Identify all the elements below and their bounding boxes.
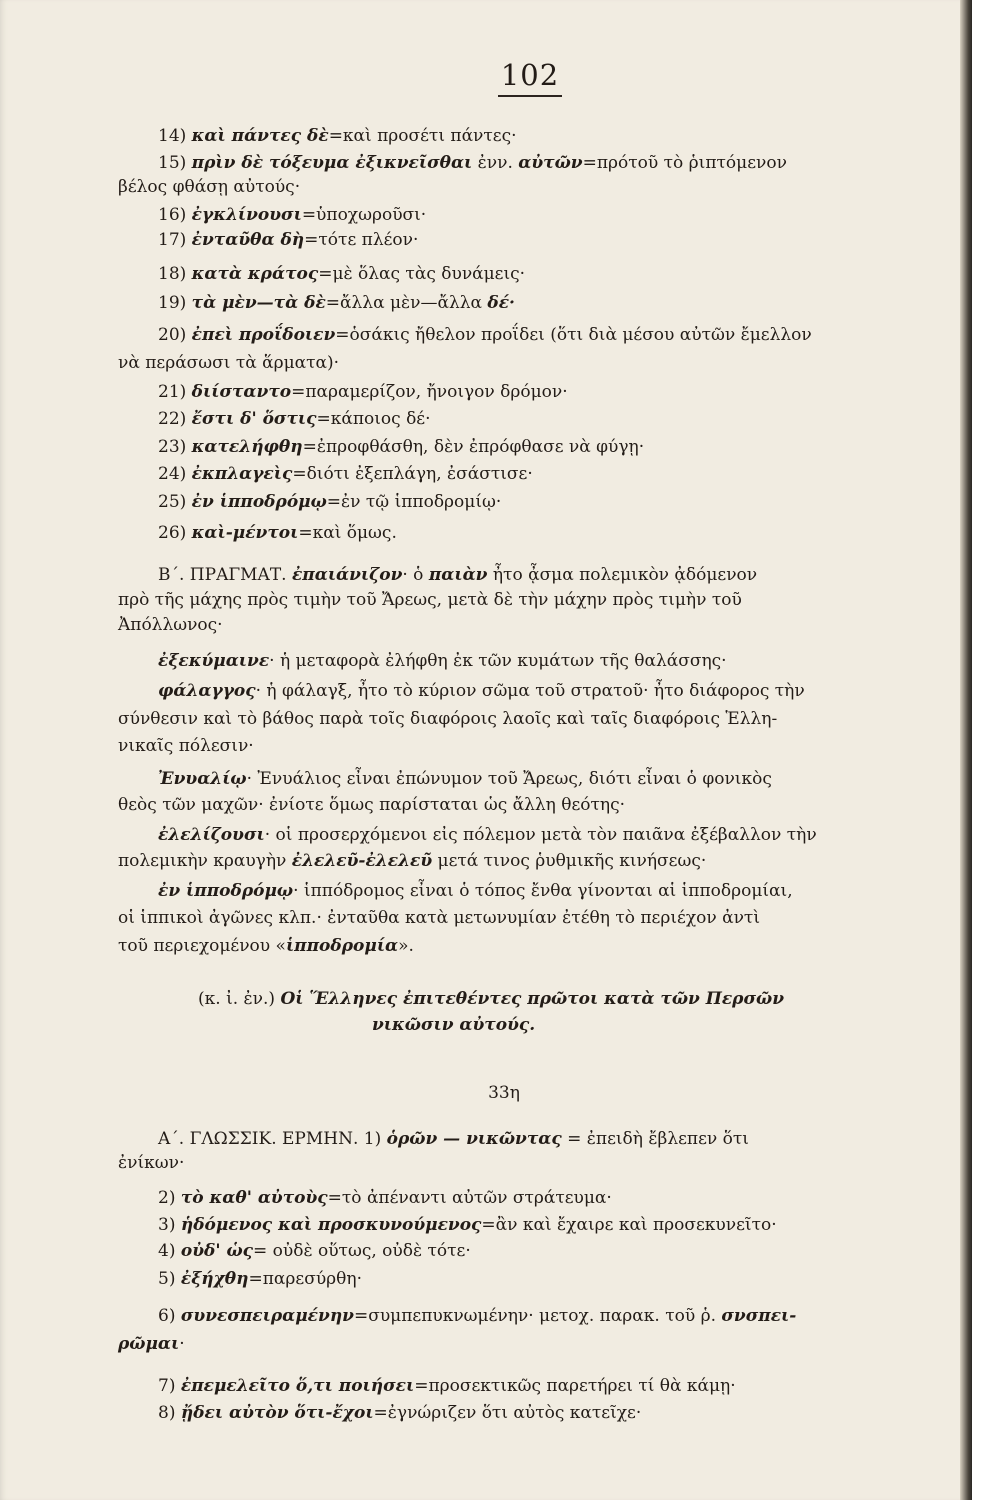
text-line bbox=[158, 381, 568, 403]
lemma-text: ἐνταῦθα δὴ bbox=[191, 230, 305, 250]
gloss-text: =ὑποχωροῦσι· bbox=[301, 205, 427, 225]
gloss-text: =κάποιος δέ· bbox=[316, 409, 431, 429]
lemma-text: ἔστι δ' ὅστις bbox=[191, 409, 317, 429]
text-line bbox=[158, 522, 397, 544]
lemma-text: Οἱ Ἕλληνες ἐπιτεθέντες πρῶτοι κατὰ τῶν Περσῶν bbox=[280, 989, 784, 1009]
gloss-text: 24) bbox=[158, 464, 192, 484]
gloss-text: =παραμερίζον, ἤνοιγον δρόμον· bbox=[291, 382, 568, 402]
lemma-text: ἡδόμενος καὶ προσκυνούμενος bbox=[180, 1215, 482, 1235]
gloss-text: 8) bbox=[158, 1403, 181, 1423]
lemma-text: δέ· bbox=[487, 293, 515, 313]
gloss-text: πρὸ τῆς μάχης πρὸς τιμὴν τοῦ Ἄρεως, μετὰ δὲ τὴν μάχην πρὸς τιμὴν τοῦ bbox=[118, 590, 742, 610]
text-line bbox=[158, 292, 515, 314]
lemma-text: ἐξήχθη bbox=[180, 1269, 249, 1289]
lemma-text: αὐτῶν bbox=[518, 153, 583, 173]
text-line bbox=[158, 263, 525, 285]
lemma-text: τὰ μὲν—τὰ δὲ bbox=[191, 293, 326, 313]
gloss-text: 18) bbox=[158, 264, 192, 284]
gloss-text: =διότι ἐξεπλάγη, ἐσάστισε· bbox=[292, 464, 533, 484]
text-line bbox=[118, 1333, 185, 1355]
gloss-text: τοῦ περιεχομένου « bbox=[118, 936, 286, 956]
text-line bbox=[118, 735, 254, 757]
gloss-text: · ἱππόδρομος εἶναι ὁ τόπος ἔνθα γίνονται αἱ ἱπποδρομίαι, bbox=[293, 881, 793, 901]
gloss-text: νικαῖς πόλεσιν· bbox=[118, 736, 254, 756]
text-line bbox=[118, 708, 777, 730]
gloss-text: =ἐγνώριζεν ὅτι αὐτὸς κατεῖχε· bbox=[373, 1403, 642, 1423]
text-line bbox=[158, 1402, 641, 1424]
lemma-text: καὶ πάντες δὲ bbox=[191, 126, 329, 146]
text-line bbox=[158, 125, 517, 147]
text-line bbox=[118, 907, 760, 929]
lemma-text: ἐλελεῦ-ἐλελεῦ bbox=[291, 851, 433, 871]
text-line bbox=[158, 880, 793, 902]
lemma-text: ᾔδει αὐτὸν ὅτι-ἔχοι bbox=[180, 1403, 374, 1423]
gloss-text: 3) bbox=[158, 1215, 181, 1235]
gloss-text: 14) bbox=[158, 126, 192, 146]
gloss-text: 7) bbox=[158, 1376, 181, 1396]
text-line bbox=[118, 589, 742, 611]
lemma-text: ἐπεμελεῖτο ὅ,τι ποιήσει bbox=[180, 1376, 415, 1396]
gloss-text: =καὶ ὅμως. bbox=[298, 523, 397, 543]
gloss-text: =πρότοῦ τὸ ῥιπτόμενον bbox=[582, 153, 787, 173]
gloss-text: =καὶ προσέτι πάντες· bbox=[328, 126, 517, 146]
gloss-text: 6) bbox=[158, 1306, 181, 1326]
text-line bbox=[118, 614, 223, 636]
text-line bbox=[372, 1014, 535, 1036]
gloss-text: · ἡ φάλαγξ, ἦτο τὸ κύριον σῶμα τοῦ στρατοῦ· ἦτο διάφορος τὴν bbox=[255, 681, 805, 701]
lemma-text: παιὰν bbox=[428, 565, 488, 585]
gloss-text: (κ. ἰ. ἐν.) bbox=[198, 989, 281, 1009]
section-number: 33η bbox=[488, 1083, 520, 1103]
lemma-text: Ἐνυαλίῳ bbox=[158, 769, 247, 789]
gloss-text: σύνθεσιν καὶ τὸ βάθος παρὰ τοῖς διαφόροις λαοῖς καὶ ταῖς διαφόροις Ἑλλη- bbox=[118, 709, 778, 729]
gloss-text: = ἐπειδὴ ἔβλεπεν ὅτι bbox=[561, 1129, 749, 1149]
text-line bbox=[118, 935, 414, 957]
gloss-text: 19) bbox=[158, 293, 192, 313]
lemma-text: ἐλελίζουσι bbox=[158, 825, 265, 845]
lemma-text: ὁρῶν — νικῶντας bbox=[386, 1129, 562, 1149]
text-line bbox=[158, 1187, 612, 1209]
text-line bbox=[158, 229, 418, 251]
gloss-text: =ἐπροφθάσθη, δὲν ἐπρόφθασε νὰ φύγῃ· bbox=[302, 437, 645, 457]
text-line bbox=[158, 408, 431, 430]
gloss-text: 2) bbox=[158, 1188, 181, 1208]
gloss-text: ἦτο ᾆσμα πολεμικὸν ᾀδόμενον bbox=[487, 565, 758, 585]
page-number-underline bbox=[498, 95, 562, 97]
gloss-text: 5) bbox=[158, 1269, 181, 1289]
gloss-text: · bbox=[179, 1334, 185, 1354]
gloss-text: 15) bbox=[158, 153, 192, 173]
lemma-text: ἐγκλίνουσι bbox=[191, 205, 302, 225]
text-line bbox=[198, 988, 784, 1010]
text-line bbox=[158, 768, 772, 790]
gloss-text: Ἀπόλλωνος· bbox=[118, 615, 223, 635]
book-gutter-shadow bbox=[960, 0, 972, 1500]
lemma-text: κατελήφθη bbox=[191, 437, 303, 457]
text-line bbox=[158, 491, 501, 513]
lemma-text: κατὰ κράτος bbox=[191, 264, 319, 284]
text-line bbox=[158, 152, 787, 174]
text-line bbox=[158, 1128, 749, 1150]
text-line bbox=[158, 650, 727, 672]
gloss-text: = οὐδὲ οὕτως, οὐδὲ τότε· bbox=[253, 1241, 471, 1261]
text-line bbox=[158, 1268, 362, 1290]
lemma-text: καὶ-μέντοι bbox=[191, 523, 299, 543]
gloss-text: =ἄλλα μὲν—ἄλλα bbox=[325, 293, 488, 313]
text-line bbox=[118, 850, 706, 872]
gloss-text: 21) bbox=[158, 382, 192, 402]
gloss-text: =ὁσάκις ἤθελον προΐδει (ὅτι διὰ μέσου αὐτῶν ἔμελλον bbox=[335, 325, 812, 345]
gloss-text: νὰ περάσωσι τὰ ἅρματα)· bbox=[118, 353, 340, 373]
gloss-text: ἐνίκων· bbox=[118, 1153, 185, 1173]
lemma-text: οὐδ' ὡς bbox=[180, 1241, 253, 1261]
gloss-text: =τότε πλέον· bbox=[304, 230, 419, 250]
lemma-text: ἐξεκύμαινε bbox=[158, 651, 270, 671]
gloss-text: ». bbox=[398, 936, 414, 956]
gloss-text: ἐνν. bbox=[472, 153, 519, 173]
lemma-text: ἱπποδρομία bbox=[285, 936, 399, 956]
gloss-text: =μὲ ὅλας τὰς δυνάμεις· bbox=[318, 264, 526, 284]
lemma-text: ἐπεὶ προΐδοιεν bbox=[191, 325, 336, 345]
text-line bbox=[158, 463, 533, 485]
lemma-text: φάλαγγος bbox=[158, 681, 256, 701]
gloss-text: Β΄. ΠΡΑΓΜΑΤ. bbox=[158, 565, 292, 585]
text-line bbox=[118, 352, 339, 374]
gloss-text: 25) bbox=[158, 492, 192, 512]
lemma-text: νικῶσιν αὐτούς. bbox=[372, 1015, 536, 1035]
gloss-text: =προσεκτικῶς παρετήρει τί θὰ κάμῃ· bbox=[414, 1376, 736, 1396]
gloss-text: · ὁ bbox=[402, 565, 429, 585]
gloss-text: =παρεσύρθη· bbox=[248, 1269, 362, 1289]
gloss-text: βέλος φθάσῃ αὐτούς· bbox=[118, 177, 301, 197]
gloss-text: =ἐν τῷ ἱπποδρομίῳ· bbox=[326, 492, 502, 512]
text-line bbox=[158, 1375, 736, 1397]
gloss-text: · οἱ προσερχόμενοι εἰς πόλεμον μετὰ τὸν παιᾶνα ἐξέβαλλον τὴν bbox=[264, 825, 817, 845]
lemma-text: ἐν ἱπποδρόμῳ bbox=[191, 492, 327, 512]
gloss-text: Α΄. ΓΛΩΣΣΙΚ. ΕΡΜΗΝ. 1) bbox=[158, 1129, 387, 1149]
text-line bbox=[118, 794, 625, 816]
text-line bbox=[158, 680, 805, 702]
text-line bbox=[118, 1152, 184, 1174]
gloss-text: μετά τινος ῥυθμικῆς κινήσεως· bbox=[432, 851, 707, 871]
gloss-text: θεὸς τῶν μαχῶν· ἐνίοτε ὅμως παρίσταται ὡς ἄλλη θεότης· bbox=[118, 795, 626, 815]
gloss-text: · ἡ μεταφορὰ ἐλήφθη ἐκ τῶν κυμάτων τῆς θαλάσσης· bbox=[269, 651, 727, 671]
lemma-text: συνεσπειραμένην bbox=[180, 1306, 354, 1326]
gloss-text: 17) bbox=[158, 230, 192, 250]
gloss-text: · Ἐνυάλιος εἶναι ἐπώνυμον τοῦ Ἄρεως, διότι εἶναι ὁ φονικὸς bbox=[246, 769, 772, 789]
lemma-text: ρῶμαι bbox=[118, 1334, 180, 1354]
gloss-text: 23) bbox=[158, 437, 192, 457]
lemma-text: πρὶν δὲ τόξευμα ἐξικνεῖσθαι bbox=[191, 153, 473, 173]
gloss-text: 16) bbox=[158, 205, 192, 225]
text-line bbox=[158, 1240, 471, 1262]
text-line bbox=[118, 176, 300, 198]
gloss-text: =ἂν καὶ ἔχαιρε καὶ προσεκυνεῖτο· bbox=[481, 1215, 777, 1235]
gloss-text: 22) bbox=[158, 409, 192, 429]
gloss-text: πολεμικὴν κραυγὴν bbox=[118, 851, 292, 871]
lemma-text: ἐπαιάνιζον bbox=[291, 565, 403, 585]
gloss-text: 4) bbox=[158, 1241, 181, 1261]
text-line bbox=[158, 436, 644, 458]
text-line bbox=[158, 564, 757, 586]
text-line bbox=[158, 204, 426, 226]
lemma-text: ἐκπλαγεὶς bbox=[191, 464, 293, 484]
gloss-text: =συμπεπυκνωμένην· μετοχ. παρακ. τοῦ ῥ. bbox=[353, 1306, 722, 1326]
lemma-text: ἐν ἱπποδρόμῳ bbox=[158, 881, 294, 901]
text-line bbox=[158, 1305, 796, 1327]
lemma-text: σνσπει- bbox=[721, 1306, 797, 1326]
page-number: 102 bbox=[500, 58, 560, 92]
gloss-text: οἱ ἱππικοὶ ἀγῶνες κλπ.· ἐνταῦθα κατὰ μετωνυμίαν ἐτέθη τὸ περιέχον ἀντὶ bbox=[118, 908, 760, 928]
gloss-text: 26) bbox=[158, 523, 192, 543]
lemma-text: διίσταντο bbox=[191, 382, 292, 402]
gloss-text: =τὸ ἀπέναντι αὐτῶν στράτευμα· bbox=[327, 1188, 612, 1208]
text-line bbox=[158, 1214, 777, 1236]
lemma-text: τὸ καθ' αὐτοὺς bbox=[180, 1188, 328, 1208]
text-line bbox=[158, 824, 817, 846]
text-line bbox=[158, 324, 812, 346]
gloss-text: 20) bbox=[158, 325, 192, 345]
